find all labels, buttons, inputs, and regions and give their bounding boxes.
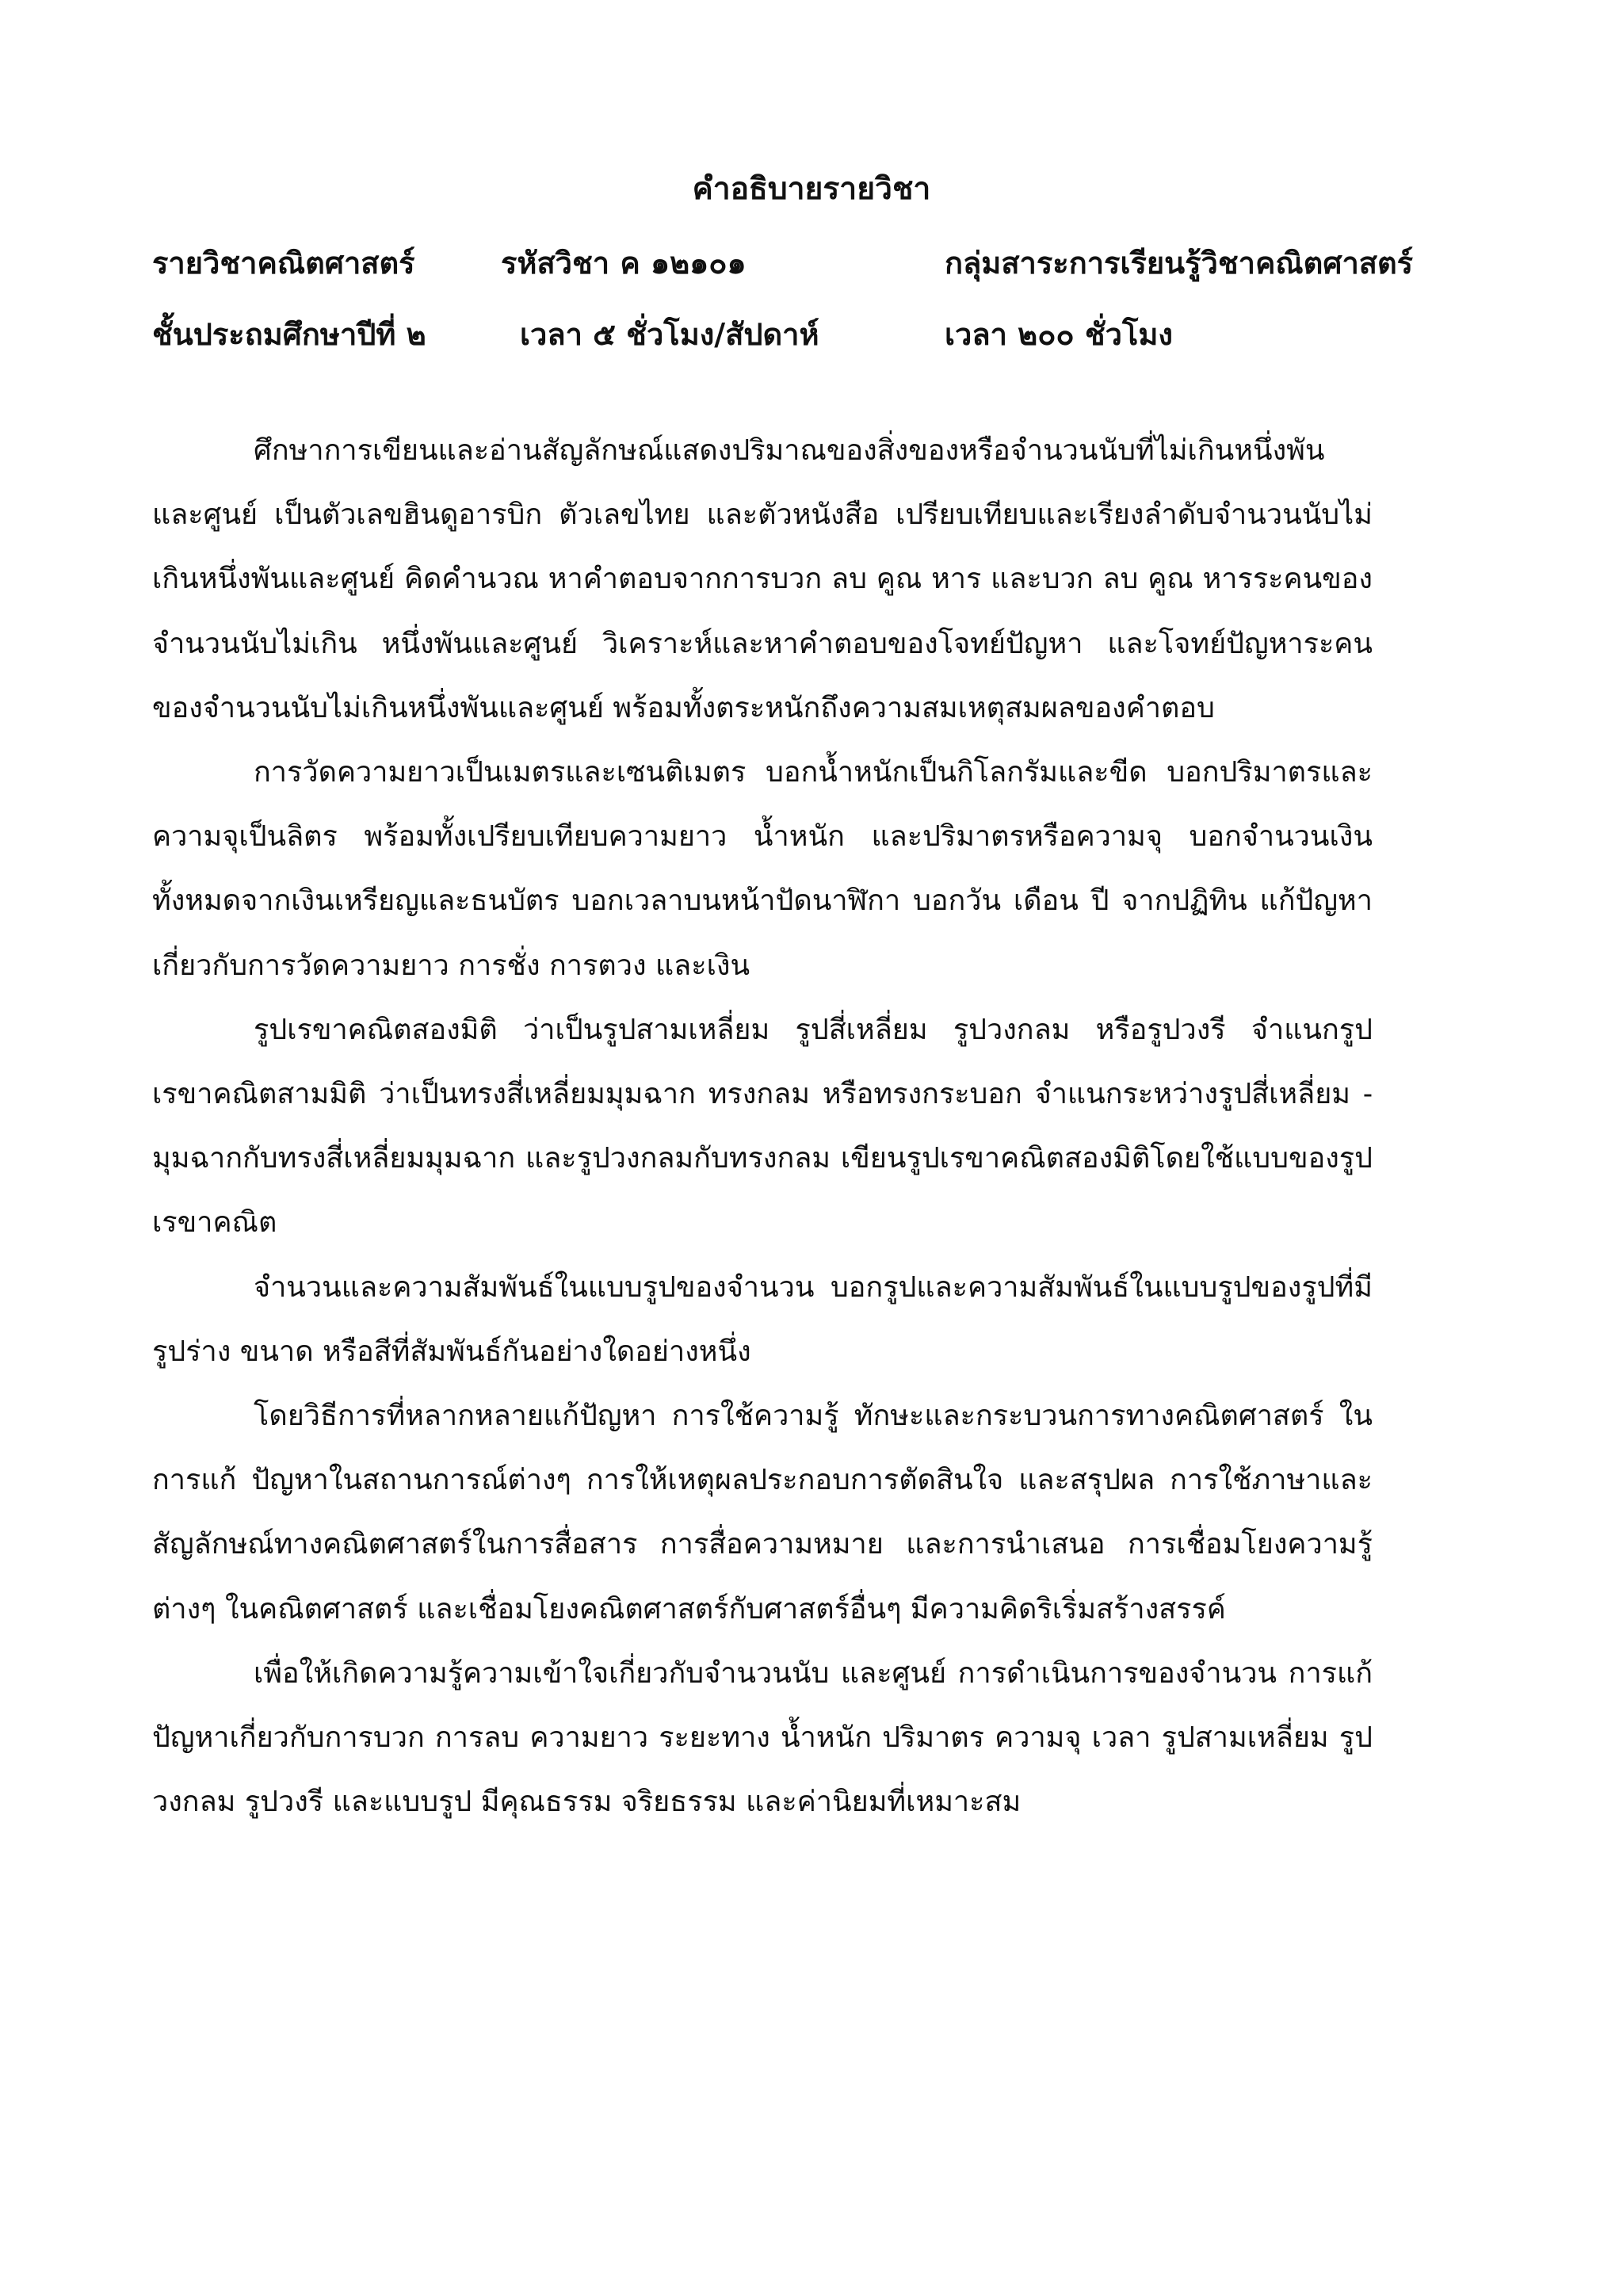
document-title: คำอธิบายรายวิชา xyxy=(692,170,931,207)
subject-code: รหัสวิชา ค ๑๒๑๐๑ xyxy=(501,245,747,281)
paragraph-numbers: ศึกษาการเขียนและอ่านสัญลักษณ์แสดงปริมาณของสิ่งของหรือจำนวนนับที่ไม่เกินหนึ่งพันและศูนย์ เป็นตัวเลขฮินดูอารบิก ตัวเลขไทย และตัวหนังสือ เปรียบเทียบและเรียงลำดับจำนวนนับไม่เกินหนึ่งพันและศูนย์ คิดคำนวณ หาคำตอบจากการบวก ลบ คูณ หาร และบวก ลบ คูณ หารระคนของจำนวนนับไม่เกิน หนึ่งพันและศูนย์ วิเคราะห์และหาคำตอบของโจทย์ปัญหา และโจทย์ปัญหาระคนของจำนวนนับไม่เกินหนึ่งพันและศูนย์ พร้อมทั้งตระหนักถึงความสมเหตุสมผลของคำตอบ xyxy=(152,434,1373,724)
paragraph-patterns: จำนวนและความสัมพันธ์ในแบบรูปของจำนวน บอกรูปและความสัมพันธ์ในแบบรูปของรูปที่มีรูปร่าง ขนาด หรือสีที่สัมพันธ์กันอย่างใดอย่างหนึ่ง xyxy=(152,1270,1373,1368)
paragraph-geometry: รูปเรขาคณิตสองมิติ ว่าเป็นรูปสามเหลี่ยม รูปสี่เหลี่ยม รูปวงกลม หรือรูปวงรี จำแนกรูปเรขาคณิตสามมิติ ว่าเป็นทรงสี่เหลี่ยมมุมฉาก ทรงกลม หรือทรงกระบอก จำแนกระหว่างรูปสี่เหลี่ยม - มุมฉากกับทรงสี่เหลี่ยมมุมฉาก และรูปวงกลมกับทรงกลม เขียนรูปเรขาคณิตสองมิติโดยใช้แบบของรูปเรขาคณิต xyxy=(152,1013,1373,1240)
course-info-row-2 xyxy=(0,311,1623,358)
course-description xyxy=(152,418,1373,1834)
paragraph-skills: โดยวิธีการที่หลากหลายแก้ปัญหา การใช้ความรู้ ทักษะและกระบวนการทางคณิตศาสตร์ ในการแก้ ปัญหาในสถานการณ์ต่างๆ การให้เหตุผลประกอบการตัดสินใจ และสรุปผล การใช้ภาษาและสัญลักษณ์ทางคณิตศาสตร์ในการสื่อสาร การสื่อความหมาย และการนำเสนอ การเชื่อมโยงความรู้ต่างๆ ในคณิตศาสตร์ และเชื่อมโยงคณิตศาสตร์กับศาสตร์อื่นๆ มีความคิดริเริ่มสร้างสรรค์ xyxy=(152,1400,1373,1626)
total-hours: เวลา ๒๐๐ ชั่วโมง xyxy=(945,316,1173,352)
subject-name: รายวิชาคณิตศาสตร์ xyxy=(152,245,415,281)
weekly-hours: เวลา ๕ ชั่วโมง/สัปดาห์ xyxy=(520,316,819,352)
paragraph-measurement: การวัดความยาวเป็นเมตรและเซนติเมตร บอกน้ำหนักเป็นกิโลกรัมและขีด บอกปริมาตรและความจุเป็นลิตร พร้อมทั้งเปรียบเทียบความยาว น้ำหนัก และปริมาตรหรือความจุ บอกจำนวนเงินทั้งหมดจากเงินเหรียญและธนบัตร บอกเวลาบนหน้าปัดนาฬิกา บอกวัน เดือน ปี จากปฏิทิน แก้ปัญหาเกี่ยวกับการวัดความยาว การชั่ง การตวง และเงิน xyxy=(152,756,1373,982)
learning-area: กลุ่มสาระการเรียนรู้วิชาคณิตศาสตร์ xyxy=(945,245,1414,281)
course-info-row-1 xyxy=(0,239,1623,287)
paragraph-goals: เพื่อให้เกิดความรู้ความเข้าใจเกี่ยวกับจำนวนนับ และศูนย์ การดำเนินการของจำนวน การแก้ปัญหาเกี่ยวกับการบวก การลบ ความยาว ระยะทาง น้ำหนัก ปริมาตร ความจุ เวลา รูปสามเหลี่ยม รูปวงกลม รูปวงรี และแบบรูป มีคุณธรรม จริยธรรม และค่านิยมที่เหมาะสม xyxy=(152,1656,1373,1819)
grade-level: ชั้นประถมศึกษาปีที่ ๒ xyxy=(152,316,426,352)
